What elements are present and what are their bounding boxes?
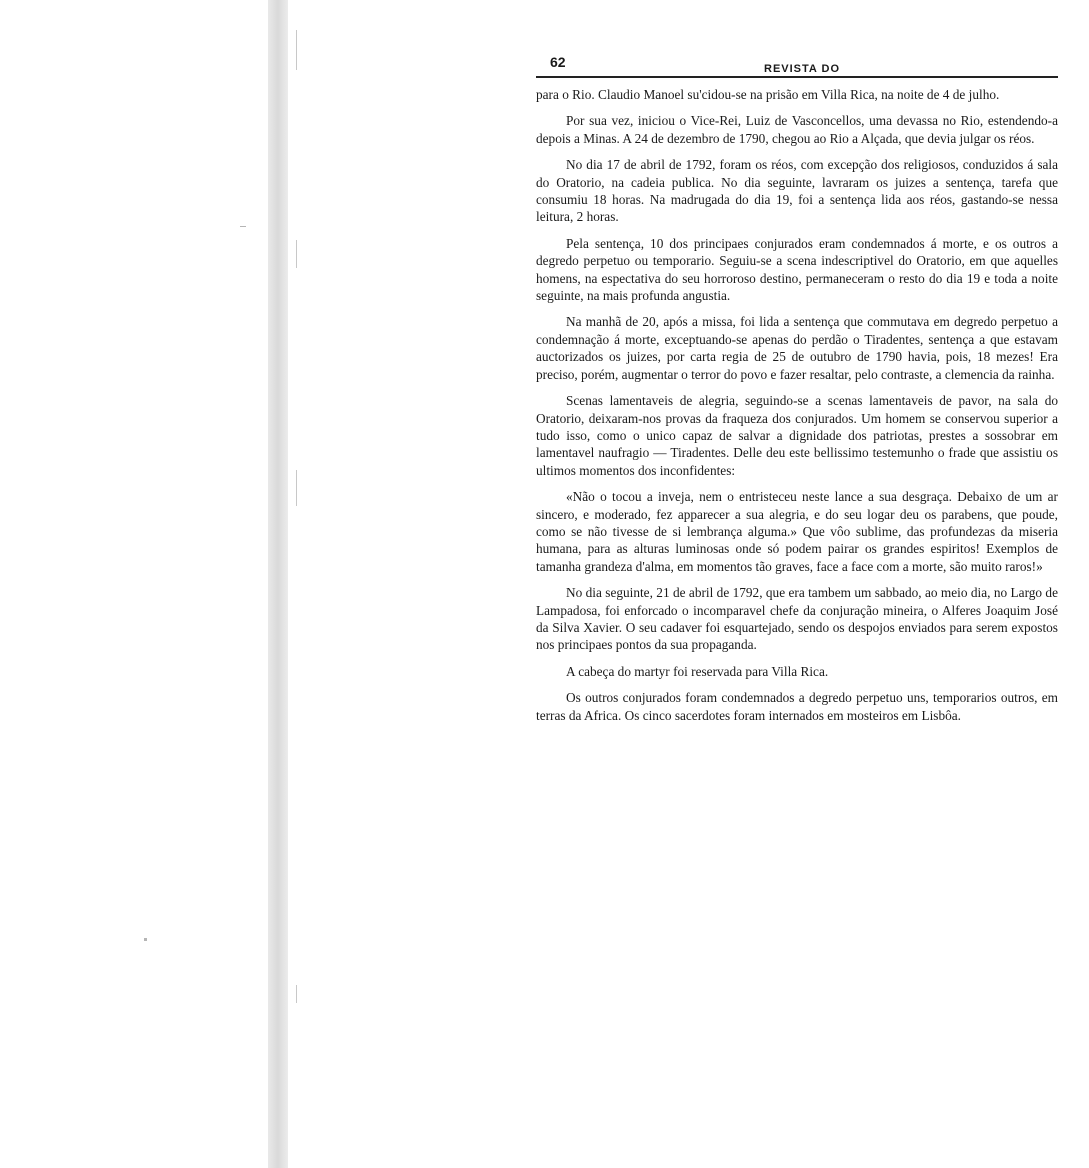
paragraph: No dia seguinte, 21 de abril de 1792, que era tambem um sabbado, ao meio dia, no Largo de Lampadosa, foi enforcado o incomparavel chefe da conjuração mineira, o Alferes Joaquim José da Silva Xavier. O seu cadaver foi esquartejado, sendo os despojos enviados para serem expostos nos principaes pontos da sua propaganda. xyxy=(536,585,1058,653)
scan-speck xyxy=(240,226,246,227)
running-head: REVISTA DO xyxy=(764,63,841,75)
quoted-paragraph: «Não o tocou a inveja, nem o entristeceu neste lance a sua desgraça. Debaixo de um ar sincero, e moderado, fez apparecer a sua alegria, e do seu logar deu os parabens, que poude, como se não tivesse de si lembrança alguma.» Que vôo sublime, das profundezas da miseria humana, para as alturas luminosas onde só podem pairar os grandes espiritos! Exemplos de tamanha grandeza d'alma, em momentos tão graves, face a face com a morte, são muito raros!» xyxy=(536,489,1058,574)
page-number: 62 xyxy=(550,54,566,70)
paragraph: Scenas lamentaveis de alegria, seguindo-se a scenas lamentaveis de pavor, na sala do Oratorio, deixaram-nos provas da fraqueza dos conjurados. Um homem se conservou superior a tudo isso, como o unico capaz de salvar a dignidade dos patriotas, prestes a sossobrar em lamentavel naufragio — Tiradentes. Delle deu este bellissimo testemunho o frade que assistiu os ultimos momentos dos inconfidentes: xyxy=(536,393,1058,478)
paragraph: A cabeça do martyr foi reservada para Villa Rica. xyxy=(566,663,829,679)
book-gutter xyxy=(268,0,288,1168)
paragraph: Por sua vez, iniciou o Vice-Rei, Luiz de Vasconcellos, uma devassa no Rio, estendendo-a depois a Minas. A 24 de dezembro de 1790, chegou ao Rio a Alçada, que devia julgar os réos. xyxy=(536,113,1058,146)
paragraph: Na manhã de 20, após a missa, foi lida a sentença que commutava em degredo perpetuo a condemnação á morte, exceptuando-se apenas do perdão o Tiradentes, sentença a que estavam auctorizados os juizes, por carta regia de 25 de outubro de 1790 havia, pois, 18 mezes! Era preciso, porém, augmentar o terror do povo e fazer resaltar, pelo contraste, a clemencia da rainha. xyxy=(536,314,1058,382)
paragraph: Pela sentença, 10 dos principaes conjurados eram condemnados á morte, e os outros a degredo perpetuo ou temporario. Seguiu-se a scena indescriptivel do Oratorio, em que aquelles homens, na espectativa do seu horroroso destino, permaneceram o resto do dia 19 e toda a noite seguinte, na mais profunda angustia. xyxy=(536,235,1058,304)
page-header xyxy=(536,50,1058,78)
page-body xyxy=(536,86,1058,724)
book-page xyxy=(536,50,1058,733)
scan-speck xyxy=(144,938,147,941)
paragraph: No dia 17 de abril de 1792, foram os réos, com excepção dos religiosos, conduzidos á sala do Oratorio, na cadeia publica. No dia seguinte, lavraram os juizes a sentença, tarefa que consumiu 18 horas. Na madrugada do dia 19, foi a sentença lida aos réos, gastando-se nessa leitura, 2 horas. xyxy=(536,157,1058,225)
paragraph: Os outros conjurados foram condemnados a degredo perpetuo uns, temporarios outros, em terras da Africa. Os cinco sacerdotes foram internados em mosteiros em Lisbôa. xyxy=(536,690,1058,723)
paragraph: para o Rio. Claudio Manoel su'cidou-se na prisão em Villa Rica, na noite de 4 de julho. xyxy=(536,87,1000,102)
